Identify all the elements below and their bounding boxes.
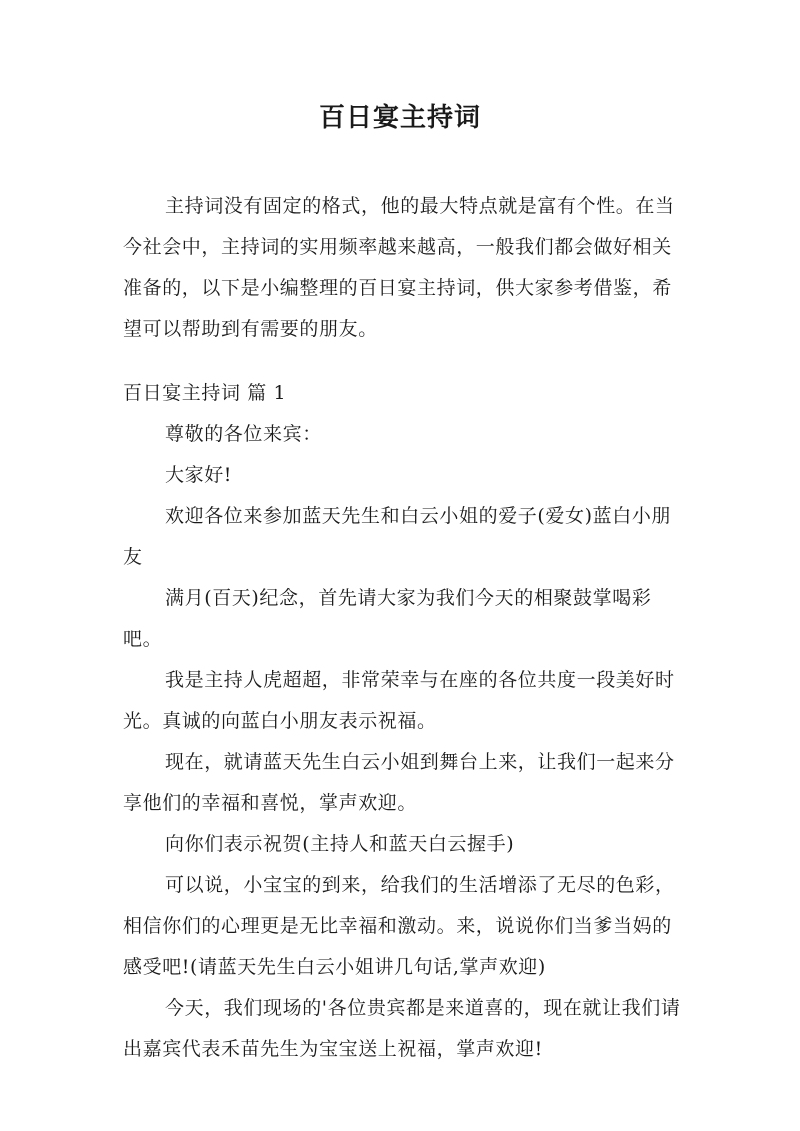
- paragraph-parents-feelings: 可以说，小宝宝的到来，给我们的生活增添了无尽的色彩，相信你们的心理更是无比幸福和激动。来，说说你们当爹当妈的感受吧!(请蓝天先生白云小姐讲几句话,掌声欢迎): [123, 874, 675, 978]
- intro-block: [123, 186, 683, 350]
- paragraph-greeting: 尊敬的各位来宾：: [165, 423, 322, 445]
- document-title: 百日宴主持词: [318, 103, 481, 133]
- paragraph-welcome: 欢迎各位来参加蓝天先生和白云小姐的爱子(爱女)蓝白小朋友: [123, 505, 672, 568]
- section-heading: 百日宴主持词 篇 1: [123, 382, 287, 404]
- main-block: [123, 373, 683, 1070]
- paragraph-invite-parents: 现在，就请蓝天先生白云小姐到舞台上来，让我们一起来分享他们的幸福和喜悦，掌声欢迎。: [123, 751, 675, 814]
- paragraph-celebration: 满月(百天)纪念，首先请大家为我们今天的相聚鼓掌喝彩吧。: [123, 587, 652, 650]
- paragraph-host-intro: 我是主持人虎超超，非常荣幸与在座的各位共度一段美好时光。真诚的向蓝白小朋友表示祝福。: [123, 669, 675, 732]
- paragraph-congratulate: 向你们表示祝贺(主持人和蓝天白云握手): [165, 833, 515, 855]
- intro-paragraph: 主持词没有固定的格式，他的最大特点就是富有个性。在当今社会中，主持词的实用频率越来越高，一般我们都会做好相关准备的，以下是小编整理的百日宴主持词，供大家参考借鉴，希望可以帮助到有需要的朋友。: [123, 195, 675, 340]
- paragraph-guest-blessing: 今天，我们现场的'各位贵宾都是来道喜的，现在就让我们请出嘉宾代表禾苗先生为宝宝送上祝福，掌声欢迎!: [123, 997, 681, 1060]
- paragraph-hello: 大家好!: [165, 464, 233, 486]
